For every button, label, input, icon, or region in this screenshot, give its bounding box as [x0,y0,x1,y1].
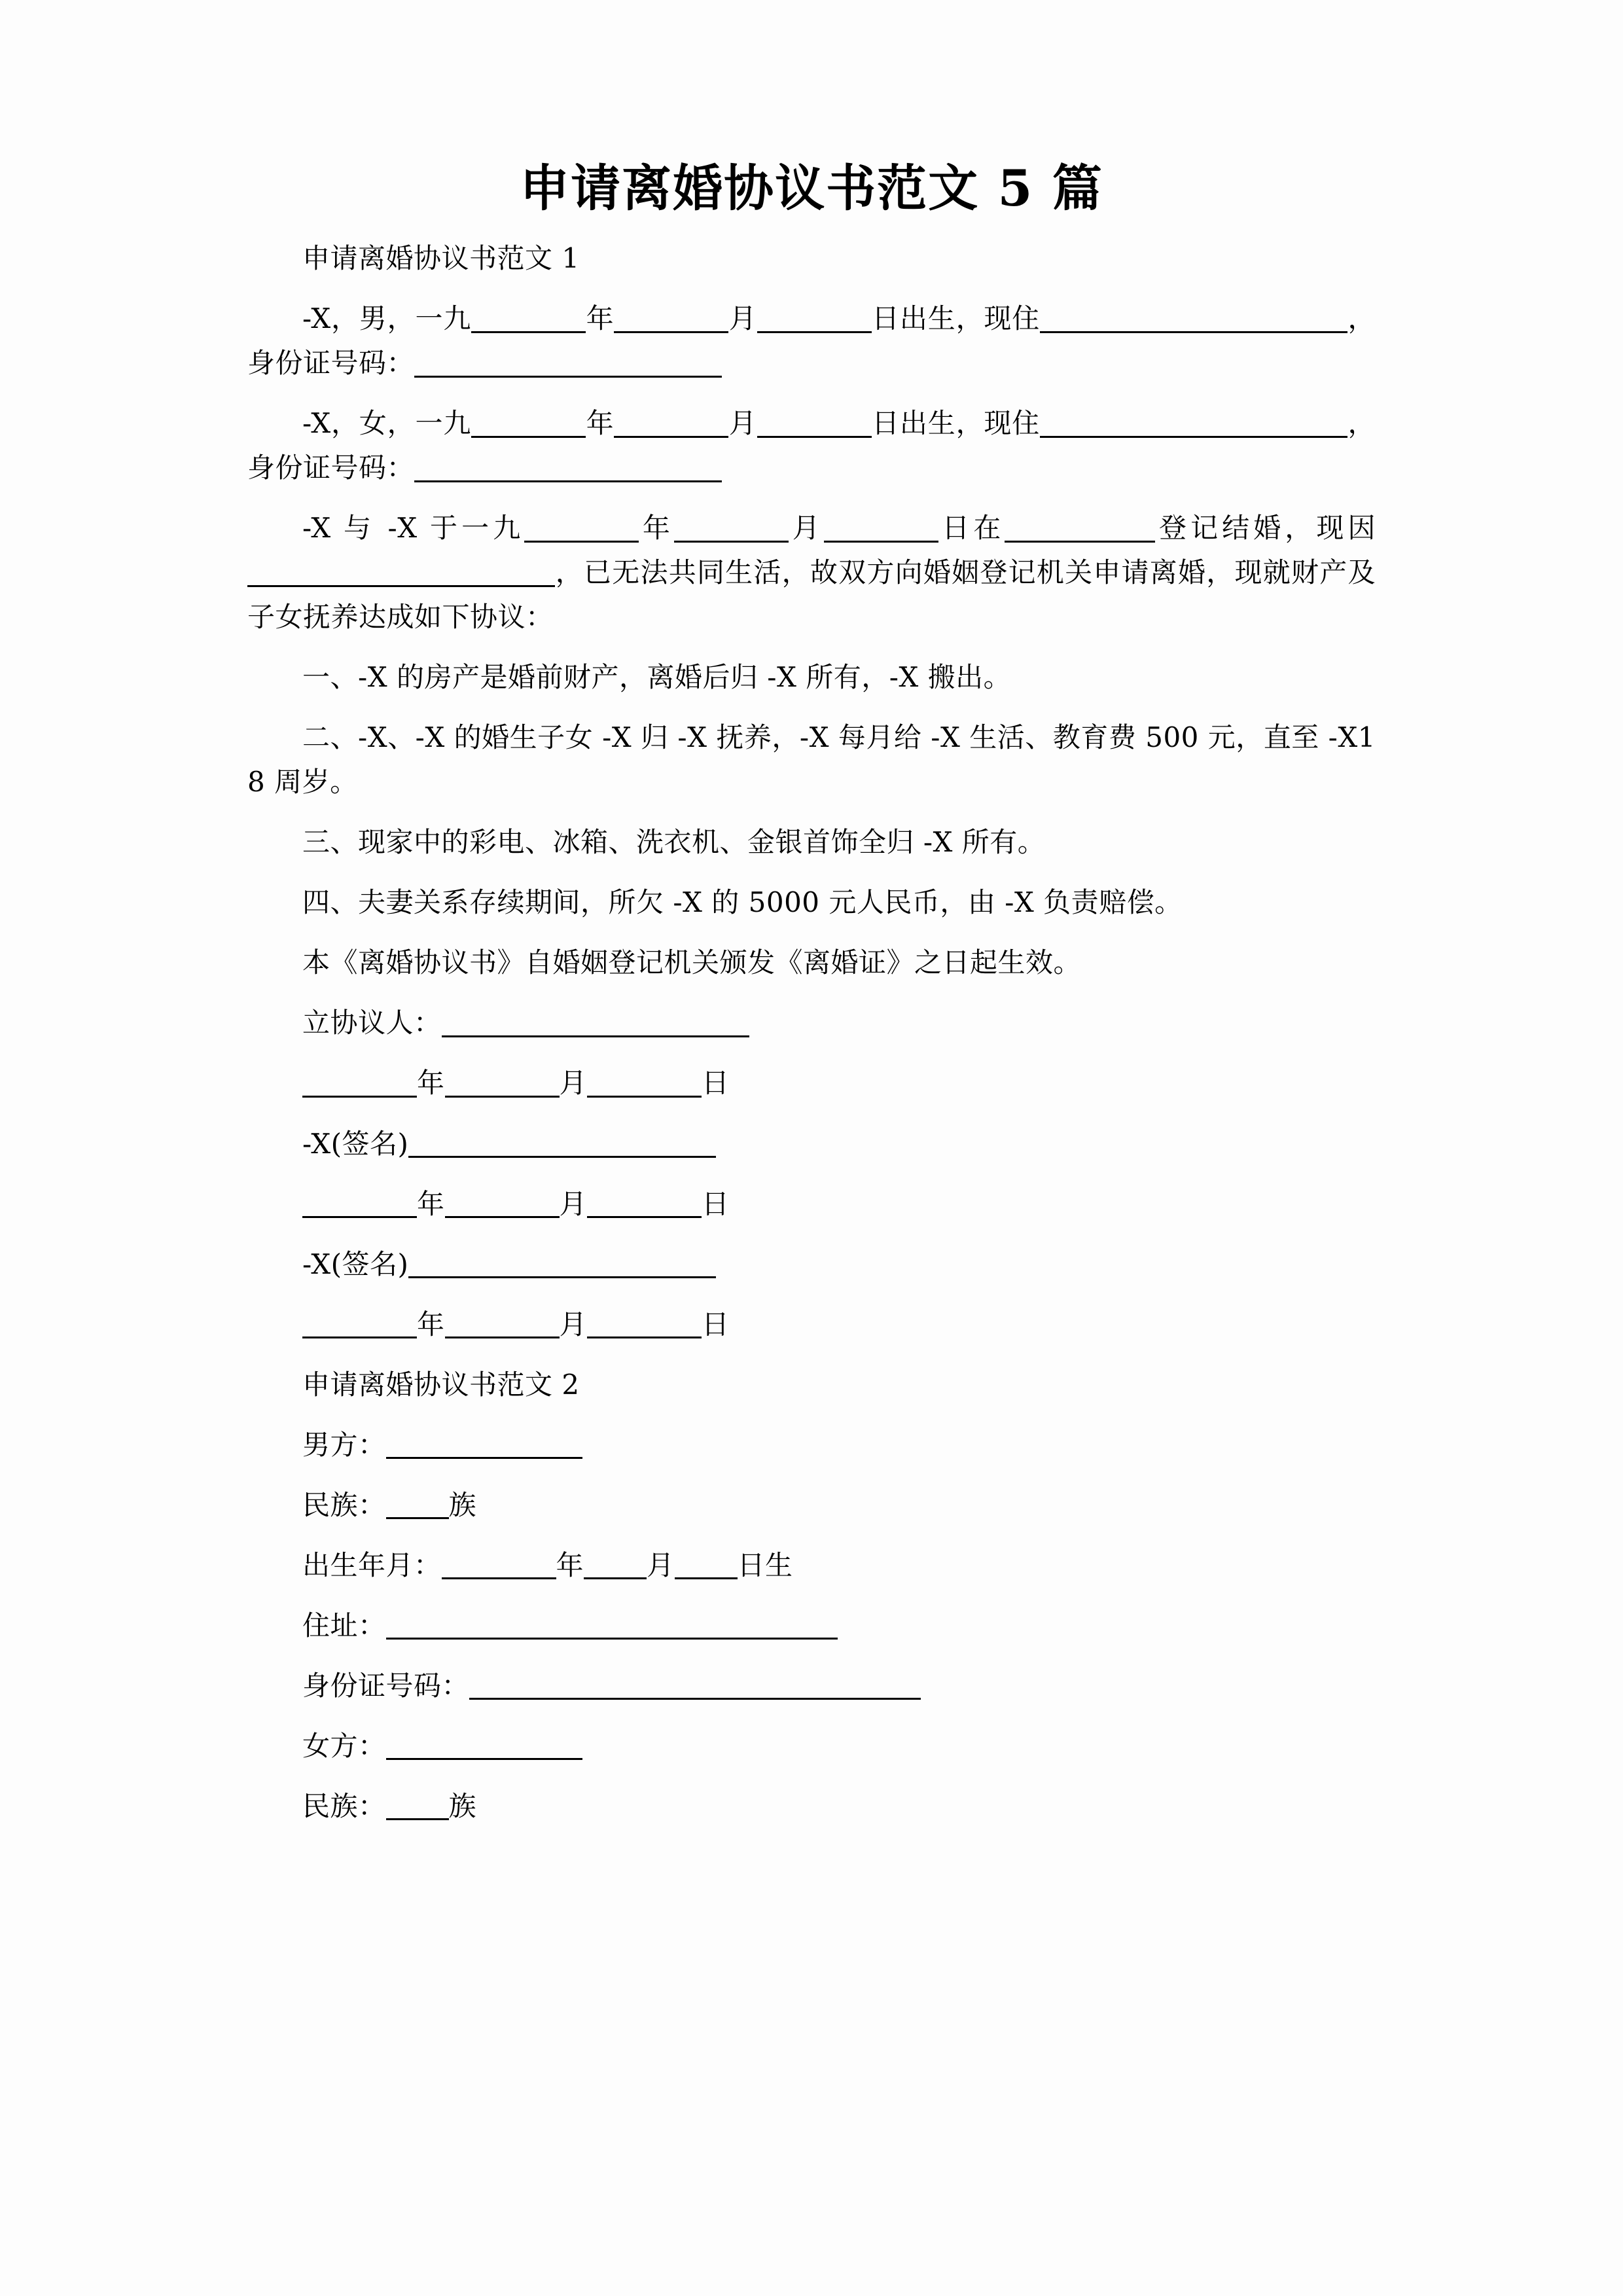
field-address-male [247,1604,1376,1648]
sample-1-heading-text: 申请离婚协议书范文 1 [302,242,580,274]
signature-female-label: -X(签名) [302,1247,409,1280]
blank-birth-year-female[interactable] [471,410,586,438]
blank-birth-month-2[interactable] [584,1551,647,1579]
date-line-2 [247,1182,1376,1227]
blank-birth-day-female[interactable] [757,410,872,438]
page-title: 申请离婚协议书范文 5 篇 [520,159,1103,217]
field-ethnicity-male [247,1483,1376,1528]
blank-id-male[interactable] [414,350,722,378]
blank-birth-month-male[interactable] [614,305,728,333]
label-marriage-day: 日在 [938,512,1005,545]
blank-ethnicity-female[interactable] [386,1793,449,1821]
field-ethnicity-label: 民族： [302,1488,386,1521]
date3-month-label: 月 [559,1308,588,1340]
clause-3: 三、现家中的彩电、冰箱、洗衣机、金银首饰全归 -X 所有。 [302,826,1046,859]
field-id-label: 身份证号码： [302,1669,470,1702]
field-birth-day-label: 日生 [737,1549,793,1581]
field-birthdate-male [247,1543,1376,1588]
signature-line-male [247,1122,1376,1166]
label-id-male: 身份证号码： [247,347,415,380]
blank-address-male[interactable] [386,1611,838,1640]
field-address-label: 住址： [302,1609,386,1641]
blank-residence-female[interactable] [1040,410,1347,438]
male-party-prefix: -X，男，一九 [302,302,472,335]
effective-clause: 本《离婚协议书》自婚姻登记机关颁发《离婚证》之日起生效。 [302,946,1082,979]
field-birth-label: 出生年月： [302,1549,442,1581]
blank-date1-day[interactable] [587,1069,702,1098]
date1-day-label: 日 [702,1067,730,1100]
date3-year-label: 年 [417,1308,445,1340]
label-marriage-month: 月 [788,512,824,545]
sample-2-heading [247,1363,1376,1407]
date3-day-label: 日 [702,1308,730,1340]
comma-female: ， [1347,407,1376,440]
date-line-3 [247,1302,1376,1347]
blank-birth-year-2[interactable] [442,1551,556,1579]
comma-male: ， [1347,302,1376,335]
label-day-female: 日出生，现住 [871,407,1041,440]
agreement-maker-line [247,1001,1376,1045]
clause-4: 四、夫妻关系存续期间，所欠 -X 的 5000 元人民币，由 -X 负责赔偿。 [302,886,1183,919]
blank-birth-day-2[interactable] [675,1551,738,1579]
date1-month-label: 月 [559,1067,588,1100]
field-ethnicity-female [247,1784,1376,1829]
blank-marriage-day[interactable] [824,514,938,543]
blank-divorce-reason[interactable] [247,559,555,587]
date2-year-label: 年 [417,1187,445,1220]
label-registered: 登记结婚，现因 [1155,512,1376,545]
blank-date2-month[interactable] [445,1190,560,1218]
blank-birth-month-female[interactable] [614,410,728,438]
blank-id-female[interactable] [414,454,722,482]
blank-residence-male[interactable] [1040,305,1347,333]
blank-date3-year[interactable] [302,1310,417,1338]
male-party-paragraph [247,296,1376,386]
label-month-male: 月 [728,302,757,335]
blank-date2-day[interactable] [587,1190,702,1218]
date1-year-label: 年 [417,1067,445,1100]
blank-date1-year[interactable] [302,1069,417,1098]
field-birth-month-label: 月 [647,1549,675,1581]
marriage-lead: -X 与 -X 于一九 [302,512,525,545]
label-day-male: 日出生，现住 [871,302,1041,335]
label-year-female: 年 [586,407,615,440]
field-male-party [247,1423,1376,1467]
blank-marriage-place[interactable] [1005,514,1155,543]
field-ethnicity2-label: 民族： [302,1789,386,1822]
signature-male-label: -X(签名) [302,1127,409,1160]
sample-2-heading-text: 申请离婚协议书范文 2 [302,1368,580,1401]
blank-ethnicity-male[interactable] [386,1491,449,1519]
label-id-female: 身份证号码： [247,452,415,484]
blank-id-number-male[interactable] [469,1672,921,1700]
blank-signature-male[interactable] [408,1130,716,1158]
agreement-maker-label: 立协议人： [302,1007,442,1039]
marriage-reason-tail: ，已无法共同生活，故双方向婚姻登记机关申请离婚，现就财产及子女抚养达成如下协议： [247,556,1376,634]
signature-line-female [247,1242,1376,1287]
field-birth-year-label: 年 [556,1549,584,1581]
date2-day-label: 日 [702,1187,730,1220]
blank-marriage-year[interactable] [524,514,639,543]
blank-agreement-maker[interactable] [442,1009,749,1037]
label-month-female: 月 [728,407,757,440]
date-line-1 [247,1061,1376,1105]
field-ethnicity2-suffix: 族 [448,1789,477,1822]
label-year-male: 年 [586,302,615,335]
blank-birth-year-male[interactable] [471,305,586,333]
blank-female-name[interactable] [386,1732,582,1760]
field-female-party [247,1724,1376,1768]
field-male-label: 男方： [302,1428,386,1461]
marriage-paragraph [247,506,1376,639]
label-marriage-year: 年 [639,512,674,545]
clause-1: 一、-X 的房产是婚前财产，离婚后归 -X 所有，-X 搬出。 [302,661,1012,694]
blank-date3-month[interactable] [445,1310,560,1338]
blank-signature-female[interactable] [408,1250,716,1278]
female-party-paragraph [247,401,1376,490]
field-female-label: 女方： [302,1729,386,1762]
field-id-male [247,1664,1376,1708]
blank-marriage-month[interactable] [674,514,789,543]
blank-birth-day-male[interactable] [757,305,872,333]
blank-date2-year[interactable] [302,1190,417,1218]
field-ethnicity-suffix: 族 [448,1488,477,1521]
sample-1-heading [247,236,1376,281]
date2-month-label: 月 [559,1187,588,1220]
clause-2: 二、-X、-X 的婚生子女 -X 归 -X 抚养，-X 每月给 -X 生活、教育费 500 元，直至 -X18 周岁。 [247,721,1376,798]
blank-date3-day[interactable] [587,1310,702,1338]
female-party-prefix: -X，女，一九 [302,407,472,440]
blank-date1-month[interactable] [445,1069,560,1098]
blank-male-name[interactable] [386,1431,582,1459]
